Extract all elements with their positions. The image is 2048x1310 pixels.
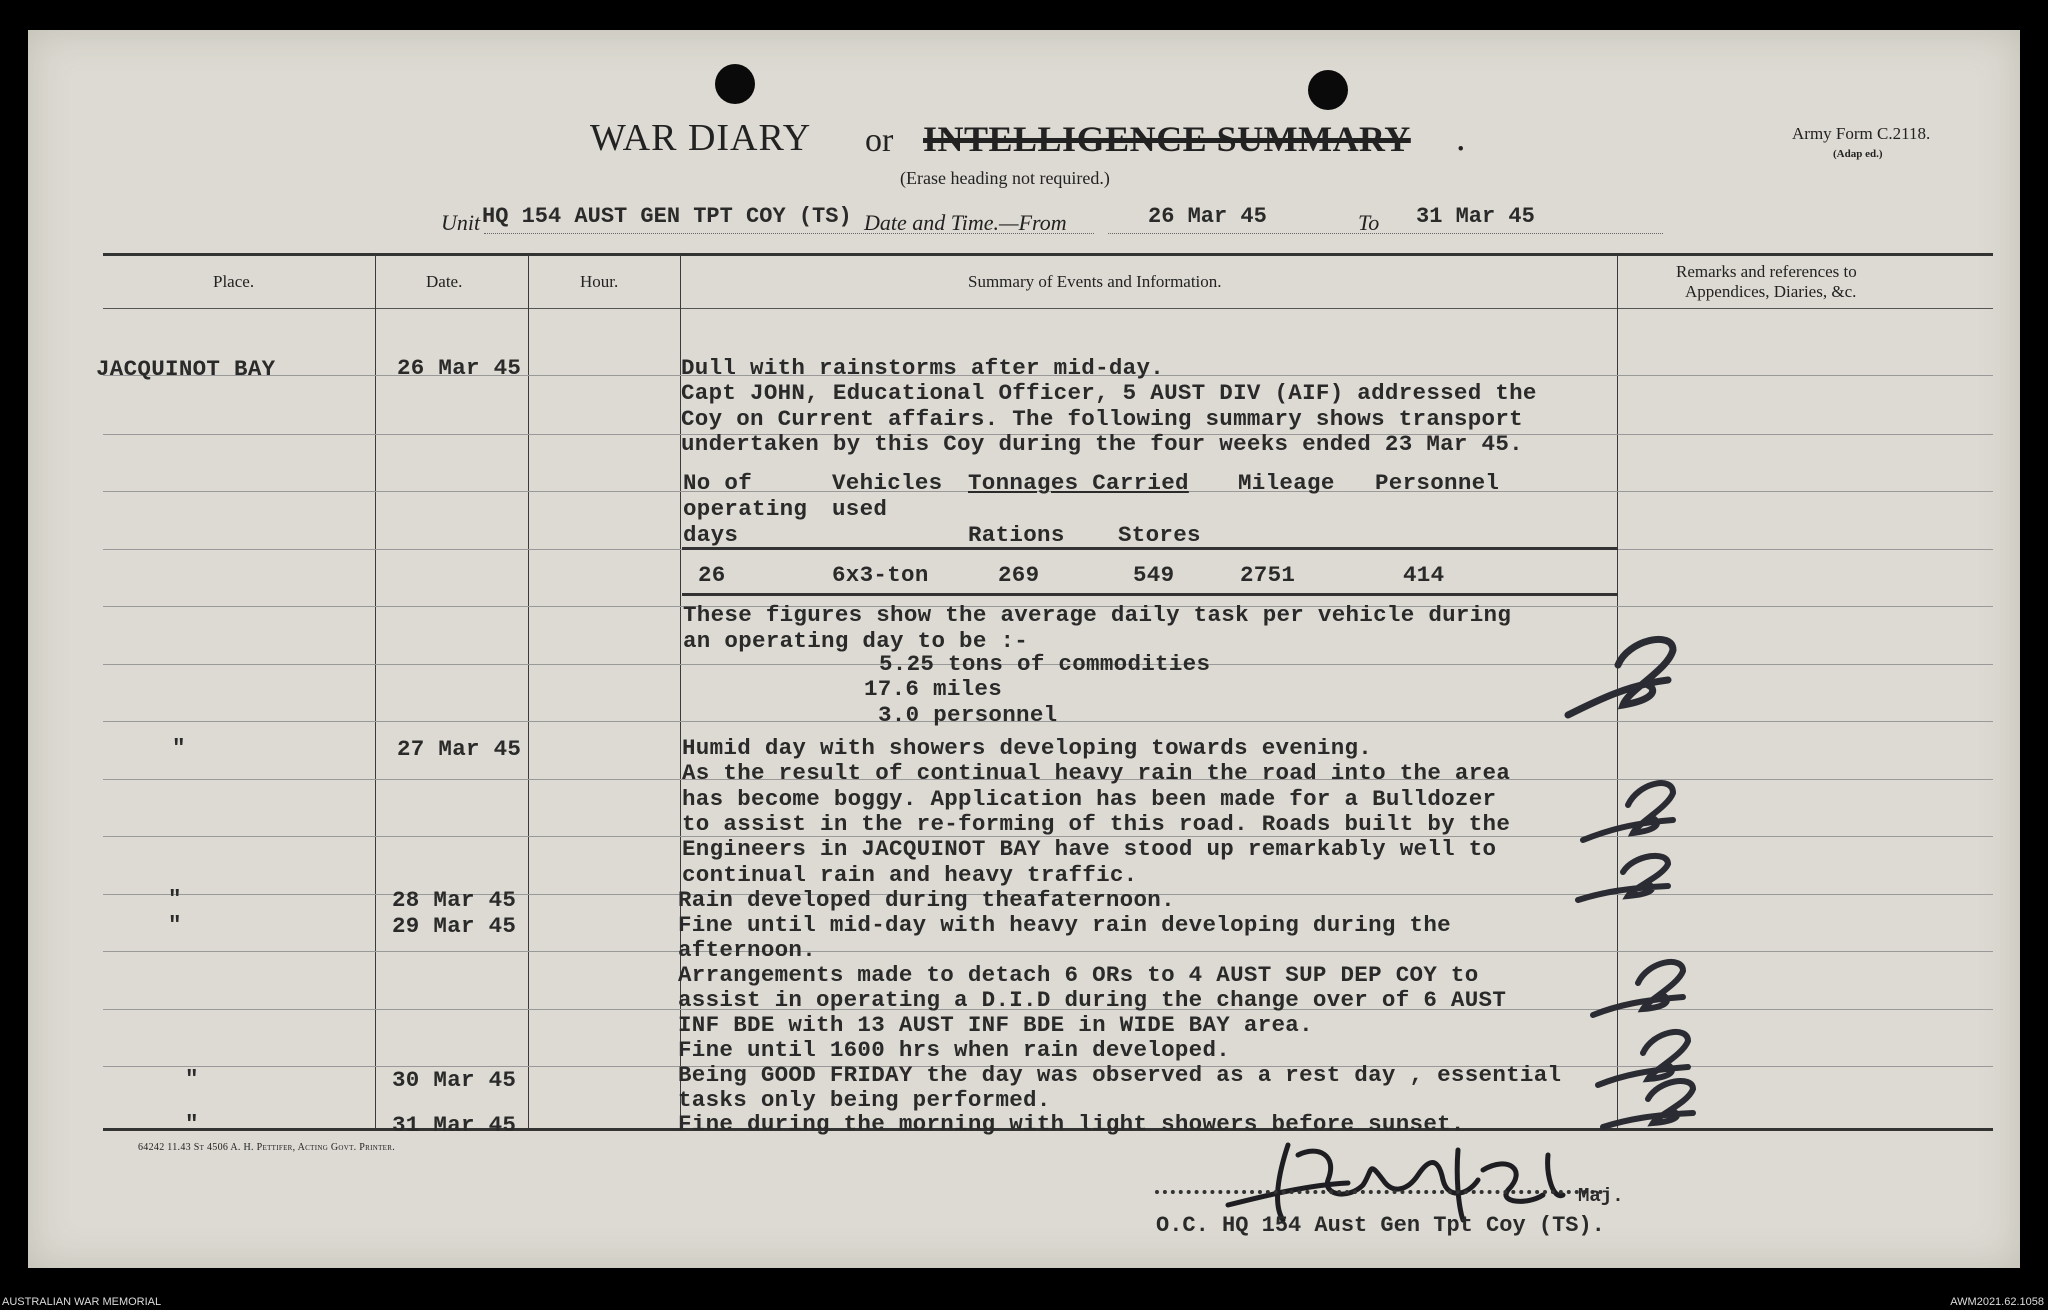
date-entry: 31 Mar 45 bbox=[392, 1112, 517, 1138]
summary-line: afternoon. bbox=[678, 937, 817, 963]
punch-hole-right bbox=[1308, 70, 1348, 110]
col-header-summary: Summary of Events and Information. bbox=[968, 272, 1222, 291]
date-to-value: 31 Mar 45 bbox=[1416, 204, 1535, 229]
summary-line: INF BDE with 13 AUST INF BDE in WIDE BAY area. bbox=[678, 1012, 1313, 1038]
date-entry: 26 Mar 45 bbox=[397, 355, 522, 381]
tt-cell-personnel: 414 bbox=[1403, 562, 1445, 588]
handwritten-initial-mark bbox=[1573, 775, 1683, 850]
tt-cell-vehicles: 6x3-ton bbox=[832, 562, 929, 588]
summary-line: Fine until mid-day with heavy rain developing during the bbox=[678, 912, 1451, 938]
date-entry: 29 Mar 45 bbox=[392, 913, 517, 939]
tt-header-personnel: Personnel bbox=[1375, 470, 1500, 496]
summary-line: continual rain and heavy traffic. bbox=[682, 862, 1138, 888]
col-header-date: Date. bbox=[426, 272, 463, 291]
summary-line: Engineers in JACQUINOT BAY have stood up remarkably well to bbox=[682, 836, 1497, 862]
officer-designation: O.C. HQ 154 Aust Gen Tpt Coy (TS). bbox=[1156, 1213, 1605, 1238]
summary-line: Capt JOHN, Educational Officer, 5 AUST DIV (AIF) addressed the bbox=[681, 380, 1537, 406]
summary-line: tasks only being performed. bbox=[678, 1087, 1051, 1113]
form-title-or: or bbox=[865, 122, 894, 159]
archive-reference: AWM2021.62.1058 bbox=[1950, 1296, 2044, 1308]
summary-line: Fine until 1600 hrs when rain developed. bbox=[678, 1037, 1231, 1063]
col-divider-place-date bbox=[375, 255, 376, 1128]
place-ditto: " bbox=[185, 1066, 199, 1092]
tt-cell-rations: 269 bbox=[998, 562, 1040, 588]
place-ditto: " bbox=[168, 912, 182, 938]
tt-rule-top bbox=[682, 547, 1618, 550]
tt-header-used: used bbox=[832, 496, 888, 522]
summary-line: As the result of continual heavy rain the road into the area bbox=[682, 760, 1511, 786]
date-entry: 28 Mar 45 bbox=[392, 887, 517, 913]
tt-cell-days: 26 bbox=[698, 562, 726, 588]
tt-header-days: days bbox=[683, 522, 739, 548]
punch-hole-left bbox=[715, 64, 755, 104]
tt-header-no-of: No of bbox=[683, 470, 753, 496]
summary-line: Humid day with showers developing towards evening. bbox=[682, 735, 1373, 761]
handwritten-initial-mark bbox=[1568, 850, 1678, 910]
summary-line: Arrangements made to detach 6 ORs to 4 AUST SUP DEP COY to bbox=[678, 962, 1479, 988]
table-top-rule bbox=[103, 253, 1993, 256]
form-subtitle: (Erase heading not required.) bbox=[900, 168, 1110, 188]
archive-footer bbox=[0, 1268, 2048, 1310]
tt-header-operating: operating bbox=[683, 496, 808, 522]
tt-rule-bottom bbox=[682, 593, 1618, 596]
archive-name: AUSTRALIAN WAR MEMORIAL bbox=[2, 1296, 162, 1308]
summary-line: assist in operating a D.I.D during the change over of 6 AUST bbox=[678, 987, 1507, 1013]
summary-line: an operating day to be :- bbox=[683, 628, 1029, 654]
form-title-main: WAR DIARY bbox=[590, 117, 812, 159]
place-ditto: " bbox=[168, 886, 182, 912]
col-header-place: Place. bbox=[213, 272, 255, 291]
tt-header-vehicles: Vehicles bbox=[832, 470, 943, 496]
signature-dotted-line bbox=[1155, 1190, 1603, 1194]
date-from-value: 26 Mar 45 bbox=[1148, 204, 1267, 229]
tt-cell-stores: 549 bbox=[1133, 562, 1175, 588]
summary-line: Being GOOD FRIDAY the day was observed as a rest day , essential bbox=[678, 1062, 1562, 1088]
summary-line: has become boggy. Application has been made for a Bulldozer bbox=[682, 786, 1497, 812]
army-form-number: Army Form C.2118. bbox=[1792, 124, 1931, 143]
unit-value: HQ 154 AUST GEN TPT COY (TS) bbox=[482, 204, 852, 229]
summary-line: Dull with rainstorms after mid-day. bbox=[681, 355, 1165, 381]
date-time-label: Date and Time.—From bbox=[864, 210, 1067, 235]
unit-label: Unit bbox=[441, 210, 481, 235]
summary-line: undertaken by this Coy during the four weeks ended 23 Mar 45. bbox=[681, 431, 1523, 457]
summary-line: These figures show the average daily task per vehicle during bbox=[683, 602, 1512, 628]
summary-line: Rain developed during theafaternoon. bbox=[678, 887, 1175, 913]
army-form-adap: (Adap ed.) bbox=[1833, 148, 1883, 160]
place-ditto: " bbox=[185, 1111, 199, 1137]
officer-rank: Maj. bbox=[1578, 1185, 1624, 1207]
handwritten-initial-mark bbox=[1583, 955, 1693, 1025]
col-divider-date-hour bbox=[528, 255, 529, 1128]
place-entry: JACQUINOT BAY bbox=[96, 356, 276, 382]
handwritten-initial-mark bbox=[1593, 1075, 1703, 1135]
place-ditto: " bbox=[172, 735, 186, 761]
form-title-period: . bbox=[1456, 117, 1466, 159]
summary-line: Coy on Current affairs. The following summary shows transport bbox=[681, 406, 1523, 432]
unit-underline bbox=[484, 233, 1094, 234]
tt-header-tonnages: Tonnages Carried bbox=[968, 470, 1189, 496]
tt-header-mileage: Mileage bbox=[1238, 470, 1335, 496]
summary-line: Fine during the morning with light showers before sunset. bbox=[678, 1111, 1465, 1137]
header-bottom-rule bbox=[103, 308, 1993, 309]
war-diary-page bbox=[28, 30, 2020, 1268]
form-title-struck: INTELLIGENCE SUMMARY bbox=[923, 119, 1411, 159]
date-to-label: To bbox=[1358, 210, 1380, 235]
tt-cell-mileage: 2751 bbox=[1240, 562, 1296, 588]
summary-line: to assist in the re-forming of this road. Roads built by the bbox=[682, 811, 1511, 837]
tt-header-rations: Rations bbox=[968, 522, 1065, 548]
ruled-line bbox=[103, 951, 1993, 952]
summary-line: 17.6 miles bbox=[864, 676, 1003, 702]
col-header-remarks-1: Remarks and references to bbox=[1676, 262, 1857, 281]
handwritten-initial-mark bbox=[1558, 630, 1688, 725]
summary-line: 5.25 tons of commodities bbox=[879, 651, 1211, 677]
printer-imprint: 64242 11.43 St 4506 A. H. Pettifer, Acting Govt. Printer. bbox=[138, 1142, 396, 1153]
date-entry: 27 Mar 45 bbox=[397, 736, 522, 762]
summary-line: 3.0 personnel bbox=[878, 702, 1058, 728]
col-header-hour: Hour. bbox=[580, 272, 619, 291]
tt-header-stores: Stores bbox=[1118, 522, 1201, 548]
date-entry: 30 Mar 45 bbox=[392, 1067, 517, 1093]
col-header-remarks-2: Appendices, Diaries, &c. bbox=[1685, 282, 1857, 301]
date-underline bbox=[1108, 233, 1663, 234]
